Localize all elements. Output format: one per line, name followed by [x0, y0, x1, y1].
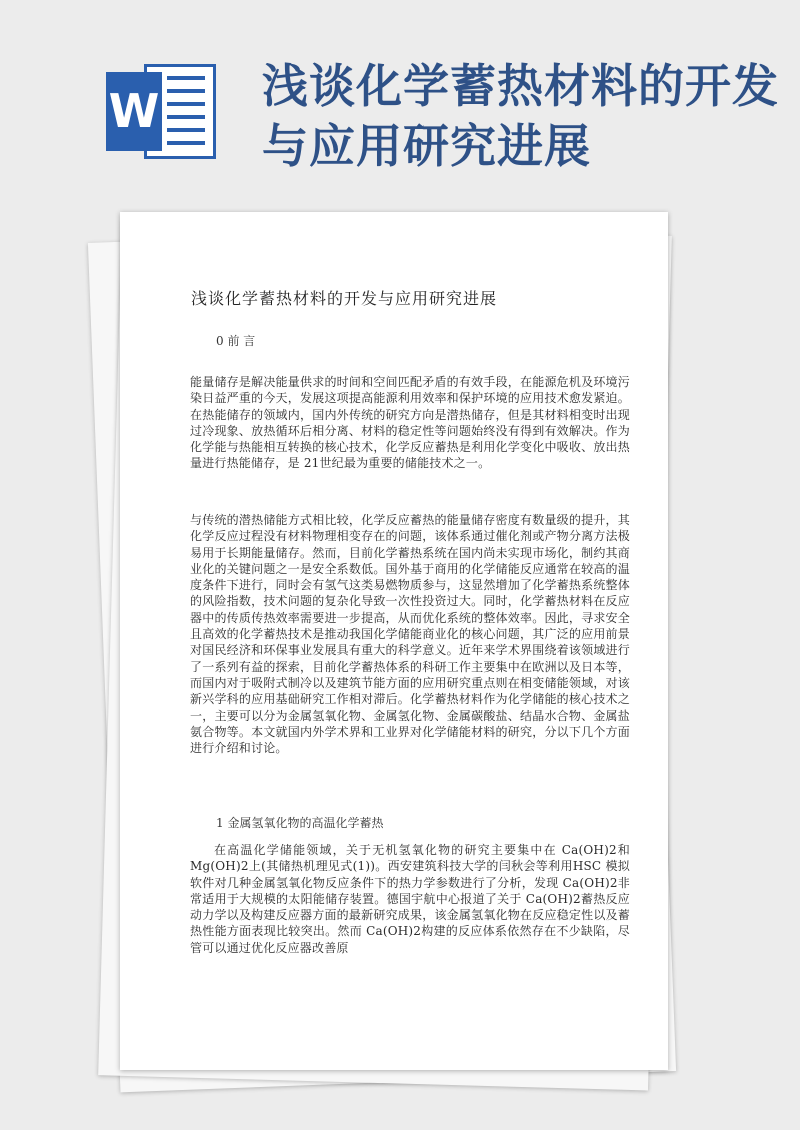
preface-paragraph-1: 能量储存是解决能量供求的时间和空间匹配矛盾的有效手段，在能源危机及环境污染日益严重的今天，发展这项提高能源利用效率和保护环境的应用技术愈发紧迫。在热能储存的领域内，国内外传统的研究方向是潜热储存，但是其材料相变时出现过冷现象、放热循环后相分离、材料的稳定性等问题始终没有得到有效解决。作为化学能与热能相互转换的核心技术，化学反应蓄热是利用化学变化中吸收、放出热量进行热能储存，是 21世纪最为重要的储能技术之一。 — [190, 375, 630, 471]
word-icon-letter: W — [106, 72, 162, 151]
banner — [0, 0, 800, 215]
section-1-paragraph-1: 在高温化学储能领域，关于无机氢氧化物的研究主要集中在 Ca(OH)2和 Mg(OH)2上(其储热机理见式(1))。西安建筑科技大学的闫秋会等利用HSC 模拟软件对几种金属氢氧化物反应条件下的热力学参数进行了分析，发现 Ca(OH)2非常适用于大规模的太阳能储存装置。德国宇航中心报道了关于 Ca(OH)2蓄热反应动力学以及构建反应器方面的最新研究成果，该金属氢氧化物在反应稳定性以及蓄热性能方面表现比较突出。然而 Ca(OH)2构建的反应体系依然存在不少缺陷，尽管可以通过优化反应器改善原 — [190, 843, 630, 955]
preface-heading: 0 前 言 — [216, 334, 256, 348]
document-page — [120, 212, 668, 1070]
banner-title: 浅谈化学蓄热材料的开发与应用研究进展 — [262, 59, 779, 173]
section-1-heading: 1 金属氢氧化物的高温化学蓄热 — [216, 816, 384, 830]
document-title: 浅谈化学蓄热材料的开发与应用研究进展 — [191, 289, 498, 308]
preface-paragraph-2: 与传统的潜热储能方式相比较，化学反应蓄热的能量储存密度有数量级的提升，其化学反应过程没有材料物理相变存在的问题，该体系通过催化剂或产物分离方法极易用于长期能量储存。然而，目前化学蓄热系统在国内尚未实现市场化，制约其商业化的关键问题之一是安全系数低。国外基于商用的化学储能反应通常在较高的温度条件下进行，同时会有氢气这类易燃物质参与，这显然增加了化学蓄热系统整体的风险指数，技术问题的复杂化导致一次性投资过大。同时，化学蓄热材料在反应器中的传质传热效率需要进一步提高，从而优化系统的整体效率。因此，寻求安全且高效的化学蓄热技术是推动我国化学储能商业化的核心问题，其广泛的应用前景对国民经济和环保事业发展具有重大的科学意义。近年来学术界围绕着该领域进行了一系列有益的探索，目前化学蓄热体系的科研工作主要集中在欧洲以及日本等，而国内对于吸附式制冷以及建筑节能方面的应用研究重点则在相变储能领域，对该新兴学科的应用基础研究工作相对滞后。化学蓄热材料作为化学储能的核心技术之一，主要可以分为金属氢氧化物、金属氢化物、金属碳酸盐、结晶水合物、金属盐氨合物等。本文就国内外学术界和工业界对化学储能材料的研究，分以下几个方面进行介绍和讨论。 — [190, 513, 630, 756]
word-icon — [106, 64, 216, 159]
